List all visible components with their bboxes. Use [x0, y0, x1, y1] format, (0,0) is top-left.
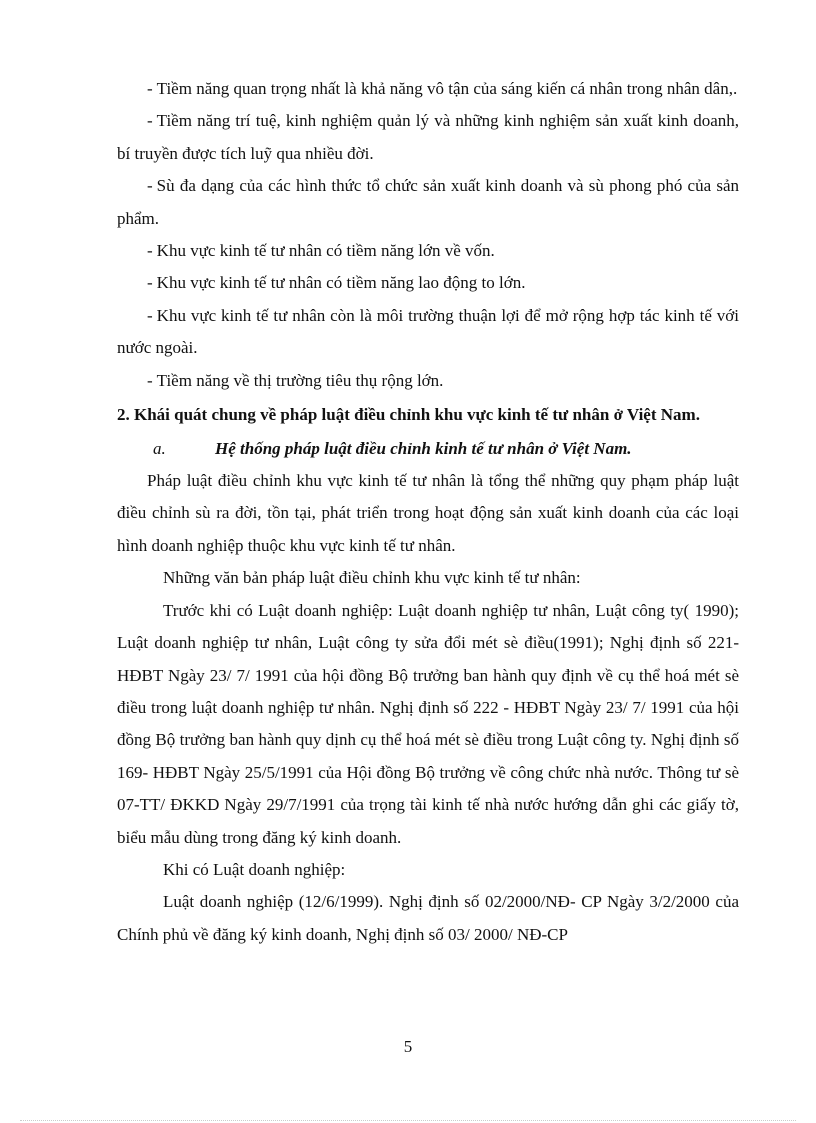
section-heading: 2. Khái quát chung về pháp luật điều chỉnh khu vực kinh tế tư nhân ở Việt Nam.	[117, 405, 700, 425]
bullet-paragraph	[117, 235, 739, 267]
bullet-paragraph	[117, 73, 739, 105]
bullet-paragraph	[117, 365, 739, 397]
bullet-marker: -	[147, 241, 153, 261]
bullet-paragraph	[117, 105, 739, 170]
page-content	[117, 73, 739, 951]
bullet-text: Tiềm năng trí tuệ, kinh nghiệm quản lý và những kinh nghiệm sản xuất kinh doanh, bí truyền được tích luỹ qua nhiều đời.	[117, 111, 739, 163]
with-law-intro-paragraph: Khi có Luật doanh nghiệp:	[163, 859, 346, 879]
bullet-text: Khu vực kinh tế tư nhân còn là môi trường thuận lợi để mở rộng hợp tác kinh tế với nước ngoài.	[117, 305, 739, 358]
page-number: 5	[403, 1037, 413, 1056]
bullet-marker: -	[147, 370, 153, 390]
bullet-marker: -	[147, 176, 153, 196]
subsection-heading	[117, 433, 739, 465]
bullet-paragraph	[117, 170, 739, 235]
bullet-paragraph	[117, 267, 739, 299]
page-bottom-border	[20, 1120, 796, 1121]
subsection-title: Hệ thống pháp luật điều chỉnh kinh tế tư nhân ở Việt Nam.	[215, 439, 632, 459]
bullet-text: Khu vực kinh tế tư nhân có tiềm năng lớn về vốn.	[156, 241, 495, 261]
bullet-marker: -	[147, 273, 153, 293]
bullet-marker: -	[147, 79, 153, 98]
definition-paragraph: Pháp luật điều chỉnh khu vực kinh tế tư nhân là tổng thể những quy phạm pháp luật điều chỉnh sù ra đời, tồn tại, phát triển trong hoạt động sản xuất kinh doanh của các loại hình doanh nghiệp thuộc khu vực kinh tế tư nhân.	[117, 471, 739, 555]
list-intro-paragraph: Những văn bản pháp luật điều chỉnh khu vực kinh tế tư nhân:	[163, 568, 581, 588]
bullet-marker: -	[147, 305, 153, 325]
with-law-paragraph: Luật doanh nghiệp (12/6/1999). Nghị định số 02/2000/NĐ- CP Ngày 3/2/2000 của Chính phủ về đăng ký kinh doanh, Nghị định số 03/ 2000/ NĐ-CP	[117, 892, 739, 944]
bullet-marker: -	[147, 111, 153, 131]
bullet-text: Sù đa dạng của các hình thức tổ chức sản xuất kinh doanh và sù phong phó của sản phẩm.	[117, 176, 739, 228]
bullet-paragraph	[117, 300, 739, 365]
before-law-paragraph: Trước khi có Luật doanh nghiệp: Luật doanh nghiệp tư nhân, Luật công ty( 1990); Luật doanh nghiệp tư nhân, Luật công ty sửa đổi mét sè điều(1991); Nghị định số 221- HĐBT Ngày 23/ 7/ 1991 của hội đồng Bộ trưởng ban hành quy định về cụ thể hoá mét sè điều trong luật doanh nghiệp tư nhân. Nghị định số 222 - HĐBT Ngày 23/ 7/ 1991 của hội đồng Bộ trưởng ban hành quy dịnh cụ thể hoá mét sè điều trong Luật công ty. Nghị định số 169- HĐBT Ngày 25/5/1991 của Hội đồng Bộ trưởng về công chức nhà nước. Thông tư sè 07-TT/ ĐKKD Ngày 29/7/1991 của trọng tài kinh tế nhà nước hướng dẫn ghi các giấy tờ, biểu mẫu dùng trong đăng ký kinh doanh.	[117, 600, 739, 847]
bullet-text: Khu vực kinh tế tư nhân có tiềm năng lao động to lớn.	[156, 273, 526, 293]
bullet-text: Tiềm năng quan trọng nhất là khả năng vô tận của sáng kiến cá nhân trong nhân dân,.	[156, 79, 738, 98]
bullet-text: Tiềm năng về thị trường tiêu thụ rộng lớn.	[156, 370, 444, 390]
subsection-letter: a.	[153, 439, 166, 459]
